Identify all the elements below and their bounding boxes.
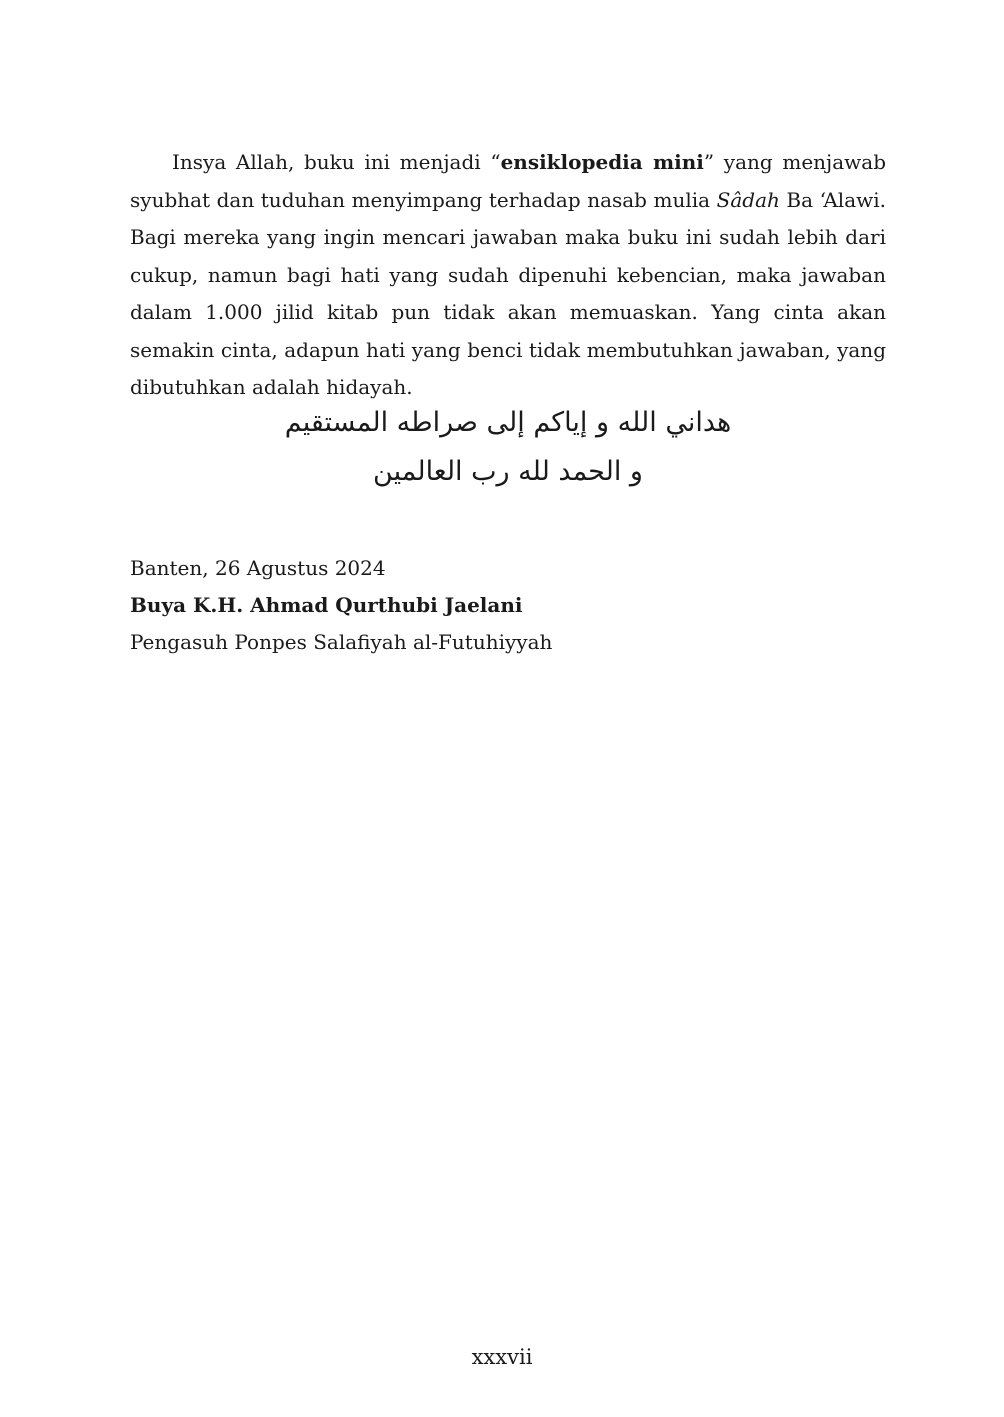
signature-name: Buya K.H. Ahmad Qurthubi Jaelani: [130, 593, 523, 617]
body-paragraph: [130, 144, 886, 407]
arabic-prayer-line-1: هداني الله و إياكم إلى صراطه المستقيم: [284, 407, 732, 438]
paragraph-text-3: Ba ‘Alawi. Bagi mereka yang ingin mencari jawaban maka buku ini sudah lebih dari cukup, namun bagi hati yang sudah dipenuhi kebencian, maka jawaban dalam 1.000 jilid kitab pun tidak akan memuaskan. Yang cinta akan semakin cinta, adapun hati yang benci tidak membutuhkan jawaban, yang dibutuhkan adalah hidayah.: [130, 187, 886, 399]
paragraph-text-2: ” yang menjawab syubhat dan tuduhan menyimpang terhadap nasab mulia: [130, 150, 887, 212]
page-number: xxxvii: [471, 1345, 533, 1369]
arabic-prayer-line-2: و الحمد لله رب العالمين: [373, 456, 643, 487]
signature-place-date: Banten, 26 Agustus 2024: [130, 556, 386, 580]
paragraph-bold-term: ensiklopedia mini: [500, 150, 704, 174]
paragraph-italic-term: Sâdah: [716, 187, 780, 212]
paragraph-text-1: Insya Allah, buku ini menjadi “: [172, 150, 501, 174]
signature-role: Pengasuh Ponpes Salafiyah al-Futuhiyyah: [130, 630, 553, 654]
